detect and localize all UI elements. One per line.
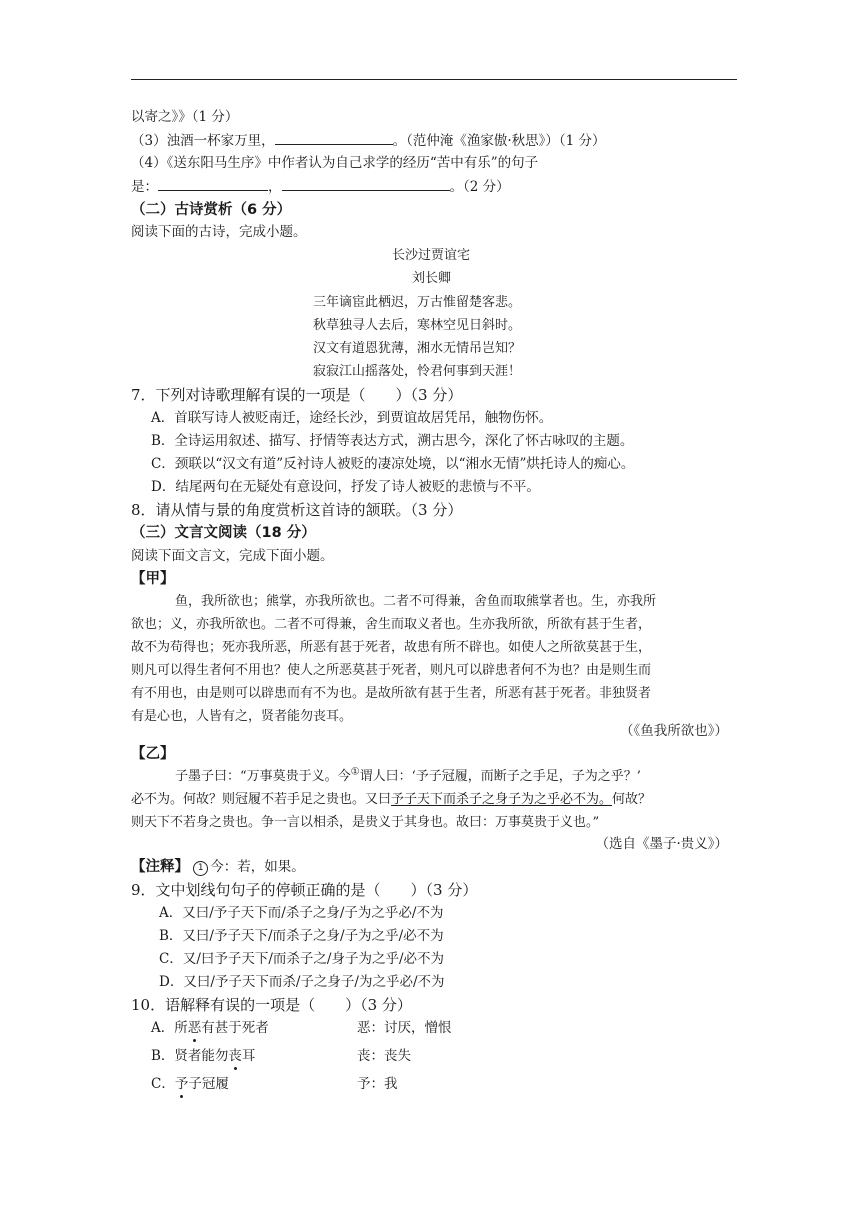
footnote-marker: ① — [350, 766, 360, 778]
question-9: 9．文中划线句句子的停顿正确的是（ ）（3 分） — [131, 881, 478, 899]
poem-line: 三年谪宦此栖迟，万古惟留楚客悲。 — [313, 295, 522, 310]
passage-a-line: 鱼，我所欲也；熊掌，亦我所欲也。二者不可得兼，舍鱼而取熊掌者也。生，亦我所 — [175, 594, 657, 609]
poem-title: 长沙过贾谊宅 — [392, 248, 471, 263]
passage-b-line: 必不为。何故？则冠履不若手足之贵也。又曰予子天下而杀子之身子为之乎必不为。何故？ — [131, 792, 652, 807]
option-c-explanation: 予：我 — [357, 1076, 398, 1092]
option-c[interactable]: C．予子冠履 — [151, 1076, 229, 1092]
poem-line: 寂寂江山摇落处，怜君何事到天涯！ — [313, 364, 522, 379]
section-instruction: 阅读下面的古诗，完成小题。 — [131, 224, 307, 240]
passage-b-source: （选自《墨子·贵义》） — [595, 836, 728, 852]
header-rule — [131, 79, 737, 80]
continuation-line: 以寄之》》（1 分） — [131, 109, 239, 125]
option-a-explanation: 恶：讨厌，憎恨 — [357, 1020, 452, 1036]
passage-b-line: 子墨子曰：“万事莫贵于义。今①谓人曰：‘予子冠履，而断子之手足，子为之乎？’ — [175, 766, 641, 784]
option-b[interactable]: B．又曰/予子天下/而杀子之身/子为之乎/必不为 — [159, 928, 444, 944]
question-7: 7．下列对诗歌理解有误的一项是（ ）（3 分） — [131, 386, 463, 404]
option-c[interactable]: C．又/曰予子天下/而杀子之/身子为之乎/必不为 — [159, 951, 445, 967]
option-a[interactable]: A．所恶有甚于死者 — [151, 1020, 269, 1036]
answer-blank[interactable] — [275, 130, 393, 145]
fill-question-4-answer: 是： ， 。（2 分） — [131, 176, 510, 197]
option-a[interactable]: A．又曰/予子天下而/杀子之身/子为之乎必/不为 — [159, 905, 444, 921]
option-a[interactable]: A．首联写诗人被贬南迁，途经长沙，到贾谊故居凭吊，触物伤怀。 — [151, 410, 553, 426]
option-b[interactable]: B．贤者能勿丧耳 — [151, 1048, 256, 1064]
fill-question-3: （3）浊酒一杯家万里， 。（范仲淹《渔家傲·秋思》）（1 分） — [131, 130, 606, 151]
dotted-char: 恶 — [187, 1020, 202, 1036]
passage-a-line: 则凡可以得生者何不用也？使人之所恶莫甚于死者，则凡可以辟患者何不为也？由是则生而 — [131, 663, 652, 678]
question-10: 10．语解释有误的一项是（ ）（3 分） — [131, 996, 412, 1014]
passage-b-label: 【乙】 — [131, 746, 175, 762]
passage-a-line: 有是心也，人皆有之，贤者能勿丧耳。 — [131, 709, 353, 724]
option-b[interactable]: B．全诗运用叙述、描写、抒情等表达方式，溯古思今，深化了怀古咏叹的主题。 — [151, 433, 634, 449]
answer-blank[interactable] — [158, 176, 268, 191]
underlined-sentence: 予子天下而杀子之身子为之乎必不为。 — [391, 792, 613, 807]
passage-a-source: （《鱼我所欲也》） — [620, 723, 728, 739]
answer-blank[interactable] — [282, 176, 450, 191]
footnote-number: 1 — [193, 861, 208, 876]
passage-b-line: 则天下不若身之贵也。争一言以相杀，是贵义于其身也。故曰：万事莫贵于义也。” — [131, 815, 600, 830]
option-b-explanation: 丧：丧失 — [357, 1048, 411, 1064]
passage-a-line: 有不用也，由是则可以辟患而有不为也。是故所欲有甚于生者，所恶有甚于死者。非独贤者 — [131, 686, 652, 701]
option-c[interactable]: C．颈联以“汉文有道”反衬诗人被贬的凄凉处境，以“湘水无情”烘托诗人的痴心。 — [151, 456, 635, 472]
option-d[interactable]: D．又曰/予子天下而杀/子之身子/为之乎必/不为 — [159, 974, 445, 990]
fill-question-4: （4）《送东阳马生序》中作者认为自己求学的经历“苦中有乐”的句子 — [131, 155, 539, 171]
passage-a-line: 欲也；义，亦我所欲也。二者不可得兼，舍生而取义者也。生亦我所欲，所欲有甚于生者， — [131, 617, 652, 632]
annotation: 【注释】 1 今：若，如果。 — [131, 859, 305, 875]
dotted-char: 予 — [174, 1076, 189, 1092]
dotted-char: 丧 — [228, 1048, 242, 1064]
poem-author: 刘长卿 — [412, 271, 452, 286]
section-title-classical: （三）文言文阅读（18 分） — [131, 525, 316, 541]
passage-a-label: 【甲】 — [131, 571, 175, 587]
passage-a-line: 故不为苟得也；死亦我所恶，所恶有甚于死者，故患有所不辟也。如使人之所欲莫甚于生， — [131, 640, 652, 655]
section-title-poetry: （二）古诗赏析（6 分） — [131, 202, 292, 218]
option-d[interactable]: D．结尾两句在无疑处有意设问，抒发了诗人被贬的悲愤与不平。 — [151, 479, 540, 495]
poem-line: 秋草独寻人去后，寒林空见日斜时。 — [313, 318, 522, 333]
question-8: 8．请从情与景的角度赏析这首诗的颔联。（3 分） — [131, 501, 463, 519]
section-instruction: 阅读下面文言文，完成下面小题。 — [131, 548, 334, 564]
poem-line: 汉文有道恩犹薄，湘水无情吊岂知？ — [313, 341, 522, 356]
